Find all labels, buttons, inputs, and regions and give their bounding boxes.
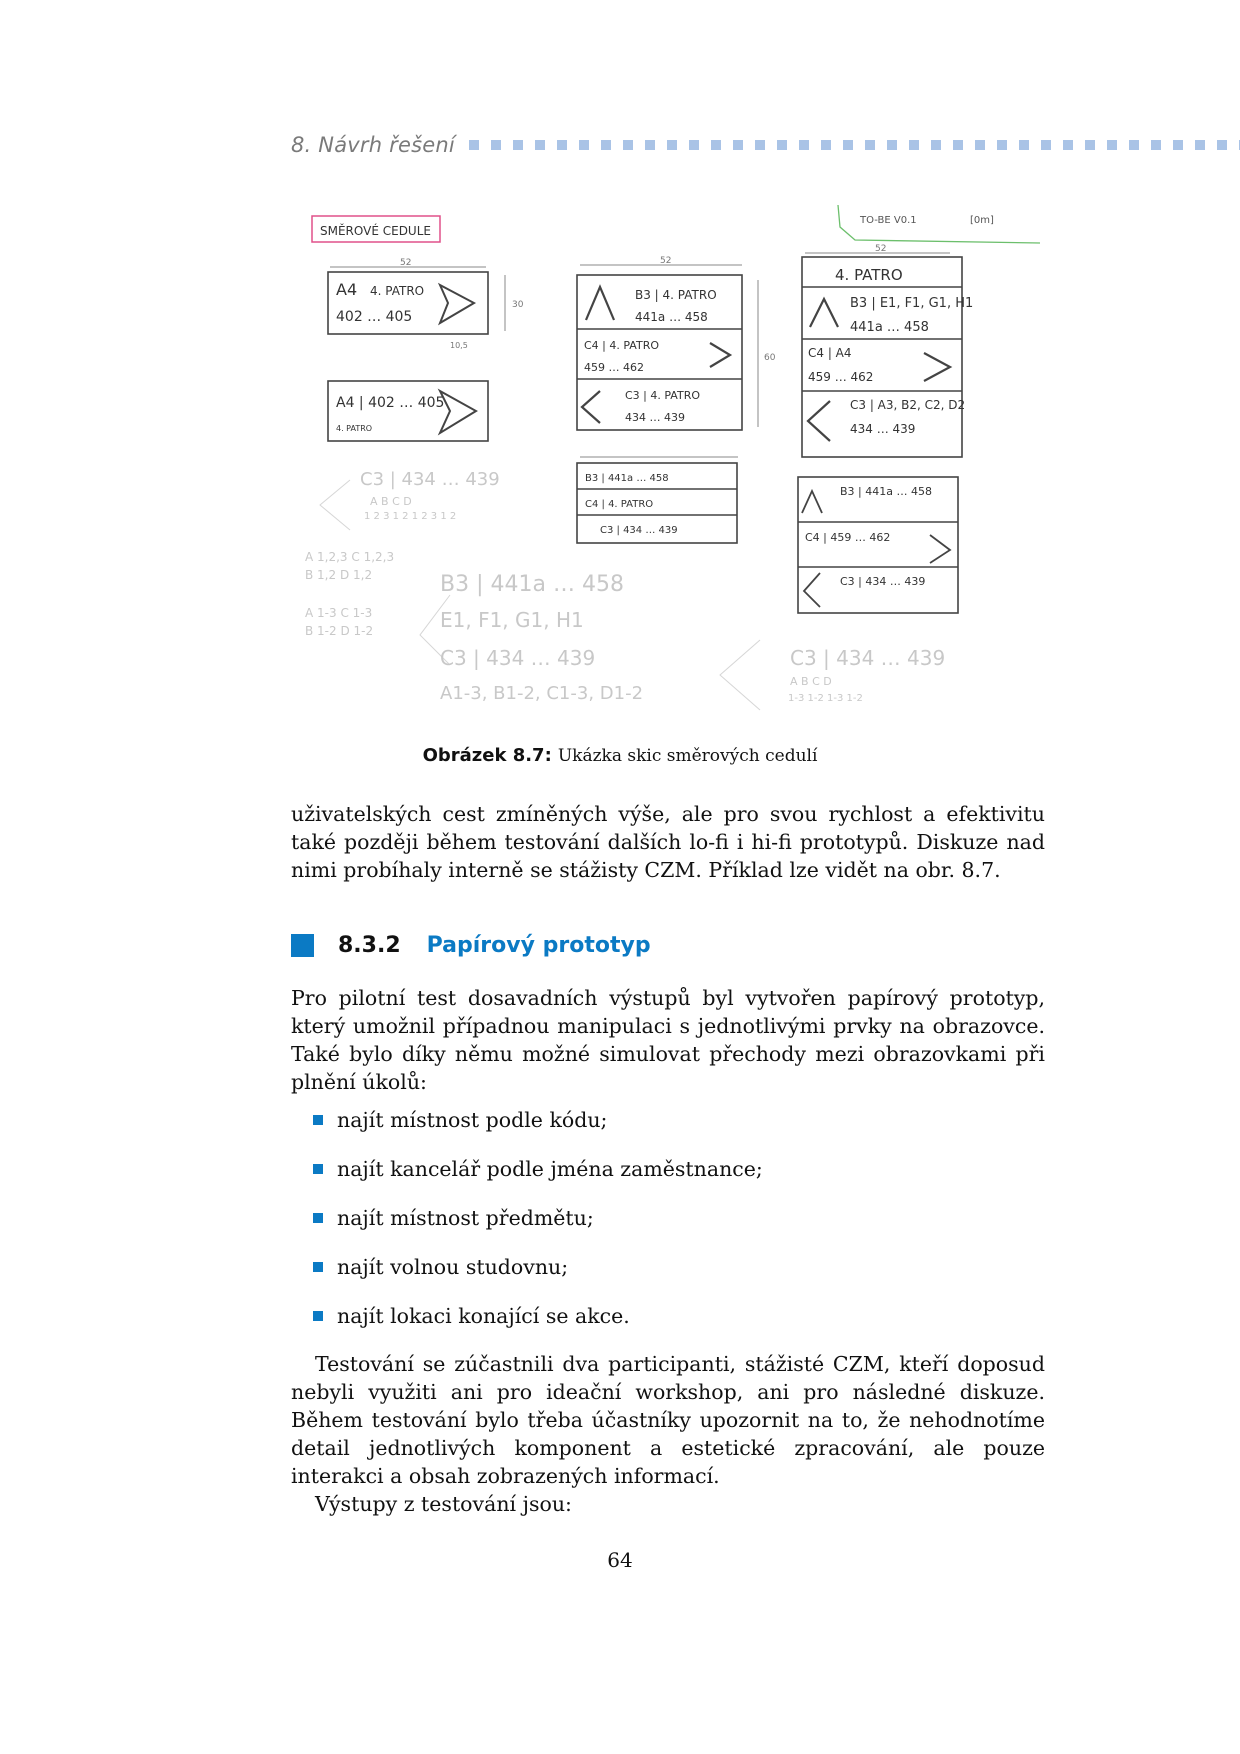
svg-text:52: 52 [875,244,887,254]
svg-text:459 … 462: 459 … 462 [808,370,874,384]
svg-text:C3 | 434 … 439: C3 | 434 … 439 [600,525,678,536]
arrow-right-icon [710,343,730,367]
arrow-up-icon [802,491,822,513]
section-marker-icon [291,934,314,957]
arrow-left-icon [808,401,830,441]
svg-text:C4 | 4. PATRO: C4 | 4. PATRO [585,499,654,510]
list-item: najít lokaci konající se akce. [313,1291,763,1340]
bullet-icon [313,1164,323,1174]
paragraph-intro: Pro pilotní test dosavadních výstupů byl vytvořen papírový prototyp, který umožnil případnou manipulaci s jednotlivými prvky na obrazovce. Také bylo díky němu možné simulovat přechody mezi obrazovkami při plnění úkolů: [291,986,1045,1094]
page-number: 64 [607,1548,633,1572]
svg-text:B 1,2 D 1,2: B 1,2 D 1,2 [305,568,373,582]
arrow-right-icon [440,391,476,433]
svg-text:4. PATRO: 4. PATRO [336,424,373,433]
svg-text:434 … 439: 434 … 439 [625,411,685,424]
svg-text:A 1-3 C 1-3: A 1-3 C 1-3 [305,606,373,620]
figure-caption [0,744,1240,766]
svg-text:C3 | 434 … 439: C3 | 434 … 439 [790,646,946,670]
svg-text:C4 | 459 … 462: C4 | 459 … 462 [805,531,891,544]
svg-text:C4 | 4. PATRO: C4 | 4. PATRO [584,339,659,352]
svg-text:B3 | 441a … 458: B3 | 441a … 458 [840,485,932,498]
task-list [313,1095,763,1340]
list-item: najít místnost předmětu; [313,1193,763,1242]
chapter-title: 8. Návrh řešení [291,133,455,157]
svg-text:52: 52 [400,258,412,268]
svg-text:C3 | 434 … 439: C3 | 434 … 439 [840,575,926,588]
arrow-right-icon [924,353,950,381]
svg-text:441a … 458: 441a … 458 [850,320,929,335]
section-title: Papírový prototyp [426,933,651,958]
sketch-image [290,195,1050,715]
svg-text:A B C D: A B C D [790,675,832,688]
svg-text:1-3 1-2 1-3 1-2: 1-3 1-2 1-3 1-2 [788,693,863,704]
svg-text:A1-3, B1-2, C1-3, D1-2: A1-3, B1-2, C1-3, D1-2 [440,683,644,704]
svg-text:4. PATRO: 4. PATRO [835,266,903,284]
list-item: najít volnou studovnu; [313,1242,763,1291]
svg-text:1 2 3 1 2 1 2 3 1 2: 1 2 3 1 2 1 2 3 1 2 [364,511,457,522]
svg-text:A 1,2,3 C 1,2,3: A 1,2,3 C 1,2,3 [305,550,395,564]
svg-text:A4: A4 [336,280,358,299]
tag-text: SMĚROVÉ CEDULE [320,224,431,238]
arrow-left-icon [582,391,600,423]
svg-text:[0m]: [0m] [970,215,994,226]
svg-text:10,5: 10,5 [450,341,468,350]
bullet-icon [313,1262,323,1272]
section-number: 8.3.2 [338,933,401,958]
svg-text:B3 | E1, F1, G1, H1: B3 | E1, F1, G1, H1 [850,296,974,311]
bullet-icon [313,1311,323,1321]
svg-text:C3 | 434 … 439: C3 | 434 … 439 [440,646,596,670]
paragraph-outputs: Výstupy z testování jsou: [315,1492,572,1516]
arrow-up-icon [810,299,838,327]
svg-text:B3 | 441a … 458: B3 | 441a … 458 [440,572,624,597]
svg-text:30: 30 [512,300,524,310]
bullet-icon [313,1213,323,1223]
caption-label: Obrázek 8.7: [422,745,552,766]
svg-text:C3 | 4. PATRO: C3 | 4. PATRO [625,389,700,402]
svg-text:4. PATRO: 4. PATRO [370,284,425,298]
version-tag-text: TO-BE V0.1 [860,215,917,226]
svg-text:B3 | 441a … 458: B3 | 441a … 458 [585,473,669,484]
svg-text:E1, F1, G1, H1: E1, F1, G1, H1 [440,608,584,632]
svg-text:B 1-2 D 1-2: B 1-2 D 1-2 [305,624,374,638]
caption-text: Ukázka skic směrových cedulí [557,746,818,766]
arrow-up-icon [586,287,614,320]
svg-text:60: 60 [764,353,776,363]
list-item: najít místnost podle kódu; [313,1095,763,1144]
paragraph-continuation: uživatelských cest zmíněných výše, ale pro svou rychlost a efektivitu také později během testování dalších lo-fi i hi-fi prototypů. Diskuze nad nimi probíhaly interně se stážisty CZM. Příklad lze vidět na obr. 8.7. [291,802,1045,882]
arrow-right-icon [440,285,474,323]
svg-text:434 … 439: 434 … 439 [850,422,916,436]
svg-text:C3 | 434 … 439: C3 | 434 … 439 [360,469,500,490]
running-header [291,130,1240,160]
figure-sketches [290,195,1050,715]
svg-text:52: 52 [660,256,672,266]
svg-text:402 … 405: 402 … 405 [336,309,413,325]
svg-text:A B C D: A B C D [370,495,412,508]
arrow-right-icon [930,535,950,563]
svg-text:A4 | 402 … 405: A4 | 402 … 405 [336,395,445,411]
svg-text:C4 | A4: C4 | A4 [808,346,852,360]
arrow-left-icon [804,573,820,607]
list-item: najít kancelář podle jména zaměstnance; [313,1144,763,1193]
svg-text:459 … 462: 459 … 462 [584,361,644,374]
bullet-icon [313,1115,323,1125]
svg-text:C3 | A3, B2, C2, D2: C3 | A3, B2, C2, D2 [850,398,966,412]
section-heading [291,933,651,958]
paragraph-testing: Testování se zúčastnili dva participanti, stážisté CZM, kteří doposud nebyli využiti ani pro ideační workshop, ani pro následné diskuze. Během testování bylo třeba účastníky upozornit na to, že nehodnotíme detail jednotlivých komponent a estetické zpracování, ale pouze interakci a obsah zobrazených informací. [291,1352,1045,1488]
header-dot-rule [469,140,1240,150]
svg-text:441a … 458: 441a … 458 [635,310,708,324]
svg-text:B3 | 4. PATRO: B3 | 4. PATRO [635,288,717,302]
